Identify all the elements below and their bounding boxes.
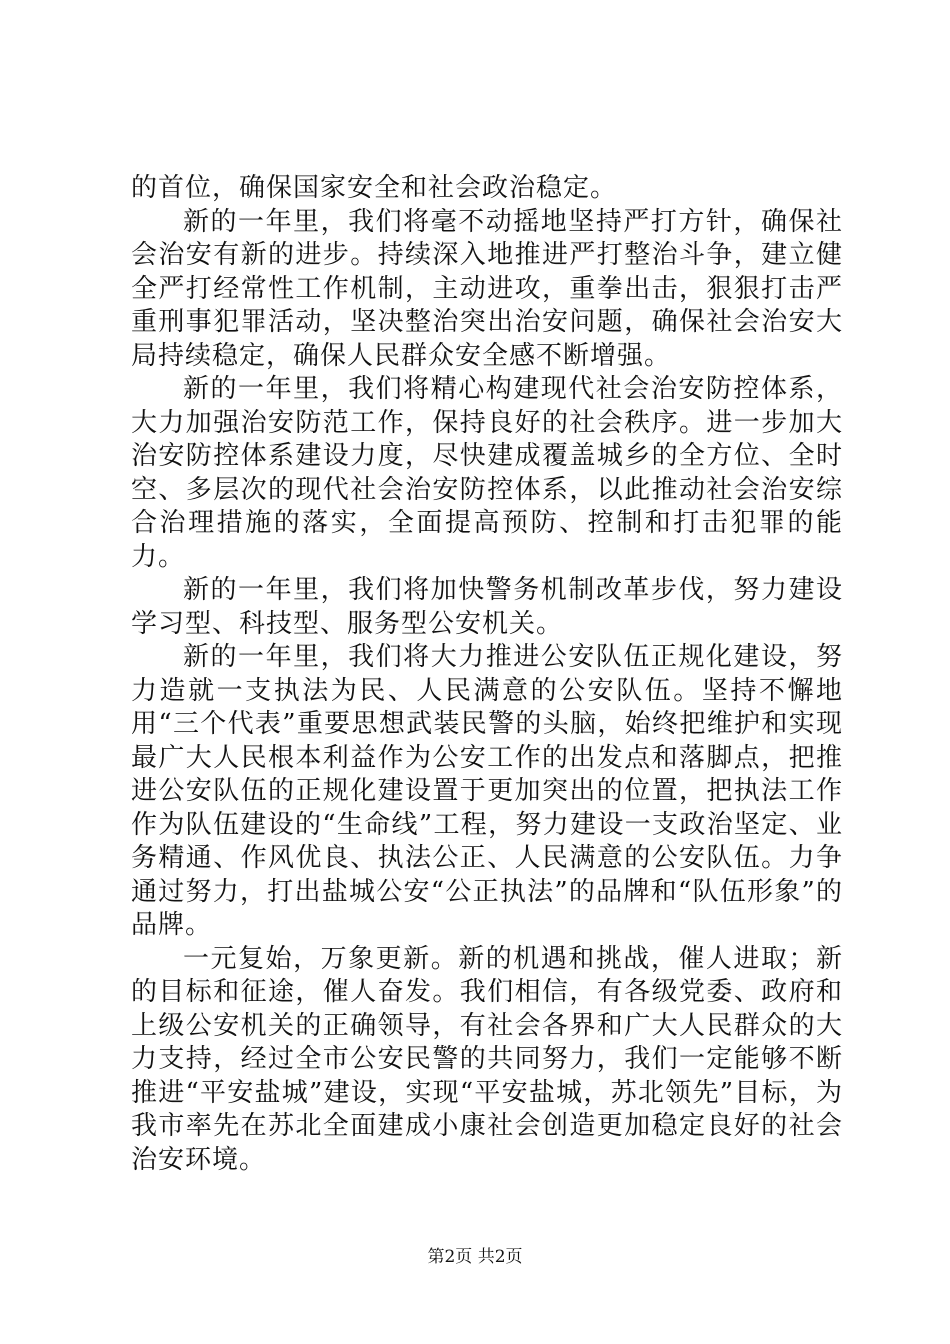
paragraph-continuation: 的首位，确保国家安全和社会政治稳定。 <box>131 173 618 203</box>
paragraph-police-reform: 新的一年里，我们将加快警务机制改革步伐，努力建设学习型、科技型、服务型公安机关。 <box>131 575 843 639</box>
paragraph-strike-hard: 新的一年里，我们将毫不动摇地坚持严打方针，确保社会治安有新的进步。持续深入地推进严打整治斗争，建立健全严打经常性工作机制，主动进攻，重拳出击，狠狠打击严重刑事犯罪活动，坚决整治突出治安问题，确保社会治安大局持续稳定，确保人民群众安全感不断增强。 <box>131 206 843 371</box>
paragraph-conclusion: 一元复始，万象更新。新的机遇和挑战，催人进取；新的目标和征途，催人奋发。我们相信，有各级党委、政府和上级公安机关的正确领导，有社会各界和广大人民群众的大力支持，经过全市公安民警的共同努力，我们一定能够不断推进“平安盐城”建设，实现“平安盐城，苏北领先”目标，为我市率先在苏北全面建成小康社会创造更加稳定良好的社会治安环境。 <box>131 943 843 1175</box>
page-footer: 第2页 共2页 <box>427 1247 523 1267</box>
paragraph-team-building: 新的一年里，我们将大力推进公安队伍正规化建设，努力造就一支执法为民、人民满意的公安队伍。坚持不懈地用“三个代表”重要思想武装民警的头脑，始终把维护和实现最广大人民根本利益作为公安工作的出发点和落脚点，把推进公安队伍的正规化建设置于更加突出的位置，把执法工作作为队伍建设的“生命线”工程，努力建设一支政治坚定、业务精通、作风优良、执法公正、人民满意的公安队伍。力争通过努力，打出盐城公安“公正执法”的品牌和“队伍形象”的品牌。 <box>131 642 843 940</box>
paragraph-prevention-system: 新的一年里，我们将精心构建现代社会治安防控体系，大力加强治安防范工作，保持良好的社会秩序。进一步加大治安防控体系建设力度，尽快建成覆盖城乡的全方位、全时空、多层次的现代社会治安防控体系，以此推动社会治安综合治理措施的落实，全面提高预防、控制和打击犯罪的能力。 <box>131 374 843 572</box>
document-body <box>131 172 843 1177</box>
